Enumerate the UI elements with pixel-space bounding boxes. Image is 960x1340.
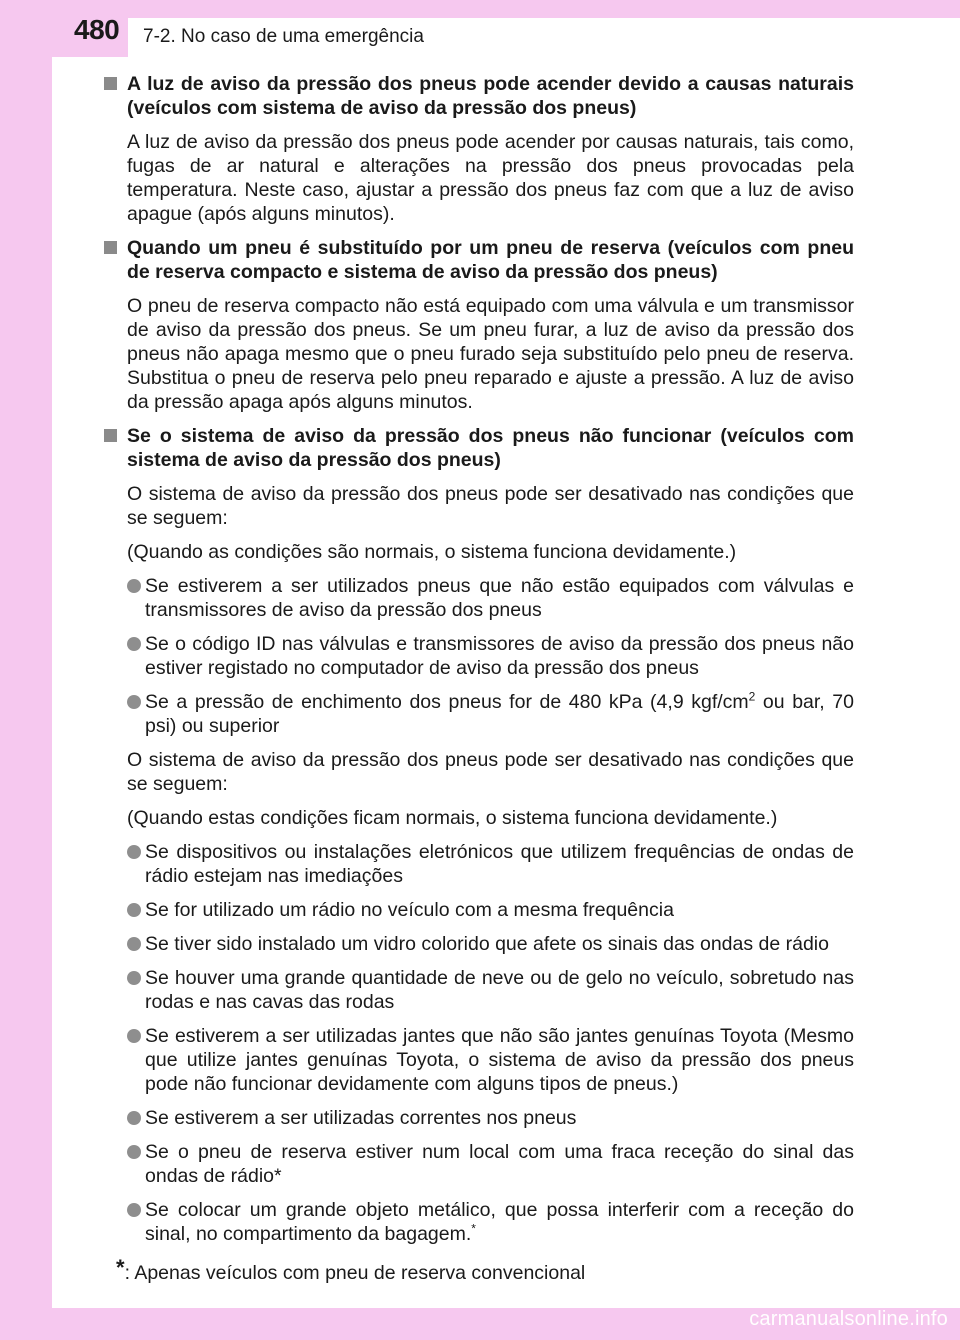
circle-bullet-icon [127, 695, 141, 709]
list-item-text [145, 691, 854, 737]
list-item [98, 690, 854, 738]
list-item [98, 966, 854, 1014]
circle-bullet-icon [127, 1029, 141, 1043]
list-item-text: Se estiverem a ser utilizadas correntes nos pneus [145, 1107, 577, 1129]
list-item [98, 574, 854, 622]
circle-bullet-icon [127, 971, 141, 985]
list-item-text: Se houver uma grande quantidade de neve ou de gelo no veículo, sobretudo nas rodas e nas cavas das rodas [145, 967, 854, 1013]
footnote [98, 1256, 854, 1285]
footnote-star: * [116, 1255, 125, 1280]
list-item [98, 840, 854, 888]
section-title: 7-2. No caso de uma emergência [143, 26, 424, 47]
paragraph: O sistema de aviso da pressão dos pneus pode ser desativado nas condições que se seguem: [127, 749, 854, 795]
page-side-band [0, 0, 52, 1340]
circle-bullet-icon [127, 937, 141, 951]
paragraph: O pneu de reserva compacto não está equipado com uma válvula e um transmissor de aviso da pressão dos pneus. Se um pneu furar, a luz de aviso da pressão dos pneus não apaga mesmo que o pneu furado seja substituído pelo pneu de reserva. Substitua o pneu de reserva pelo pneu reparado e ajuste a pressão. A luz de aviso da pressão apaga após alguns minutos. [127, 295, 854, 413]
list-item-text-part: ou bar, 70 psi) ou superior [145, 691, 854, 737]
list-item [98, 632, 854, 680]
list-item-text: Se estiverem a ser utilizadas jantes que não são jantes genuínas Toyota (Mesmo que utilize jantes genuínas Toyota, o sistema de aviso da pressão dos pneus pode não funcionar devidamente com alguns tipos de pneus.) [145, 1025, 854, 1095]
circle-bullet-icon [127, 903, 141, 917]
square-bullet-icon [104, 429, 117, 442]
circle-bullet-icon [127, 1111, 141, 1125]
circle-bullet-icon [127, 637, 141, 651]
paragraph-note: (Quando estas condições ficam normais, o sistema funciona devidamente.) [127, 807, 778, 829]
list-item-text: Se for utilizado um rádio no veículo com a mesma frequência [145, 899, 674, 921]
list-item [98, 1198, 854, 1246]
heading-text: Se o sistema de aviso da pressão dos pneus não funcionar (veículos com sistema de aviso da pressão dos pneus) [127, 425, 854, 471]
list-item-text: Se dispositivos ou instalações eletrónicos que utilizem frequências de ondas de rádio estejam nas imediações [145, 841, 854, 887]
circle-bullet-icon [127, 1203, 141, 1217]
superscript: 2 [748, 689, 756, 704]
footnote-marker: * [471, 1221, 476, 1236]
list-item-text-part: Se a pressão de enchimento dos pneus for de 480 kPa (4,9 kgf/cm [145, 691, 749, 713]
heading-text: A luz de aviso da pressão dos pneus pode acender devido a causas naturais (veículos com sistema de aviso da pressão dos pneus) [127, 73, 854, 119]
list-item-text: Se o código ID nas válvulas e transmissores de aviso da pressão dos pneus não estiver registado no computador de aviso da pressão dos pneus [145, 633, 854, 679]
list-item [98, 1106, 854, 1130]
list-item-text: Se estiverem a ser utilizados pneus que não estão equipados com válvulas e transmissores de aviso da pressão dos pneus [145, 575, 854, 621]
list-item-text: Se o pneu de reserva estiver num local com uma fraca receção do sinal das ondas de rádio* [145, 1141, 854, 1187]
circle-bullet-icon [127, 1145, 141, 1159]
section-heading [98, 424, 854, 472]
paragraph: A luz de aviso da pressão dos pneus pode acender por causas naturais, tais como, fugas de ar natural e alterações na pressão dos pneus provocadas pela temperatura. Neste caso, ajustar a pressão dos pneus faz com que a luz de aviso apague (após alguns minutos). [127, 131, 854, 225]
list-item [98, 898, 854, 922]
watermark: carmanualsonline.info [749, 1308, 948, 1330]
list-item [98, 1024, 854, 1096]
page-content [98, 72, 854, 1285]
heading-text: Quando um pneu é substituído por um pneu de reserva (veículos com pneu de reserva compacto e sistema de aviso da pressão dos pneus) [127, 237, 854, 283]
paragraph: O sistema de aviso da pressão dos pneus pode ser desativado nas condições que se seguem: [127, 483, 854, 529]
list-item [98, 932, 854, 956]
circle-bullet-icon [127, 579, 141, 593]
section-heading [98, 236, 854, 284]
page-number: 480 [74, 14, 120, 45]
square-bullet-icon [104, 241, 117, 254]
list-item [98, 1140, 854, 1188]
list-item-text: Se tiver sido instalado um vidro colorido que afete os sinais das ondas de rádio [145, 933, 829, 955]
list-item-text-part: Se colocar um grande objeto metálico, que possa interferir com a receção do sinal, no compartimento da bagagem. [145, 1199, 854, 1245]
square-bullet-icon [104, 77, 117, 90]
section-heading [98, 72, 854, 120]
paragraph-note: (Quando as condições são normais, o sistema funciona devidamente.) [127, 541, 737, 563]
footnote-text: : Apenas veículos com pneu de reserva convencional [124, 1262, 586, 1284]
list-item-text [145, 1199, 854, 1245]
circle-bullet-icon [127, 845, 141, 859]
